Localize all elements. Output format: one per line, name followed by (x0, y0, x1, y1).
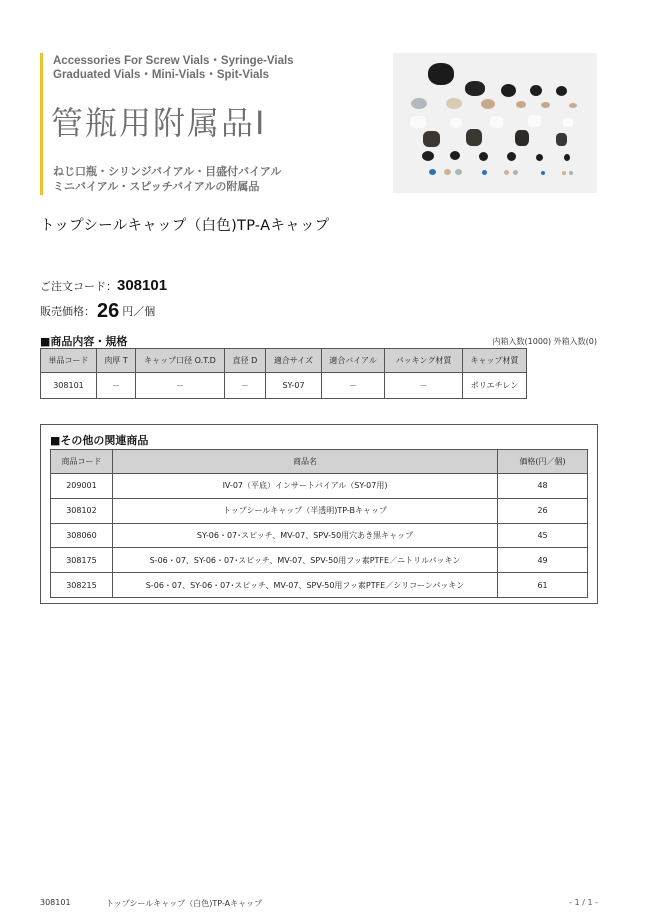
spec-row (41, 373, 527, 399)
price-value: 26 (97, 300, 120, 322)
related-code: 209001 (51, 474, 113, 499)
related-code: 308215 (51, 573, 113, 598)
related-name[interactable]: トップシールキャップ（半透明)TP-Bキャップ (112, 498, 497, 523)
related-name[interactable]: S-06・07、SY-06・07･スピッチ、MV-07、SPV-50用フッ素PTFE／シリコーンパッキン (112, 573, 497, 598)
banner-japanese-line-2: ミニバイアル・スピッチバイアルの附属品 (53, 180, 260, 193)
spec-cell-code: 308101 (41, 373, 97, 399)
spec-cell-packing-material: － (385, 373, 463, 399)
price-unit: 円／個 (122, 305, 156, 318)
related-heading: ■その他の関連商品 (50, 434, 149, 447)
related-price: 48 (498, 474, 588, 499)
spec-header-diameter: 直径 D (225, 349, 266, 373)
spec-header-thickness: 肉厚 T (97, 349, 136, 373)
footer-product-code: 308101 (40, 898, 71, 907)
related-price: 61 (498, 573, 588, 598)
spec-header-packing-material: パッキング材質 (385, 349, 463, 373)
spec-header-cap-material: キャップ材質 (463, 349, 527, 373)
order-code-value: 308101 (117, 277, 168, 294)
spec-header-fit-vial: 適合バイアル (322, 349, 385, 373)
related-header-price: 価格(円／個) (498, 450, 588, 474)
related-code: 308102 (51, 498, 113, 523)
sale-price (40, 300, 155, 323)
related-row[interactable] (51, 548, 588, 573)
related-price: 49 (498, 548, 588, 573)
related-row[interactable] (51, 474, 588, 499)
related-products-table (50, 449, 588, 598)
spec-header-cap-bore: キャップ口径 O.T.D (136, 349, 225, 373)
order-code-label: ご注文コード： (40, 280, 117, 293)
related-price: 45 (498, 523, 588, 548)
footer-product-name: トップシールキャップ（白色)TP-Aキャップ (106, 899, 263, 908)
related-row[interactable] (51, 523, 588, 548)
related-name[interactable]: S-06・07、SY-06・07･スピッチ、MV-07、SPV-50用フッ素PTFE／ニトリルパッキン (112, 548, 497, 573)
accent-bar (40, 53, 43, 195)
banner-japanese-line-1: ねじ口瓶・シリンジバイアル・目盛付バイアル (53, 165, 282, 178)
related-price: 26 (498, 498, 588, 523)
banner-japanese-text (53, 164, 281, 194)
product-title: トップシールキャップ（白色)TP-Aキャップ (40, 218, 330, 234)
spec-cell-fit-vial: － (322, 373, 385, 399)
spec-cell-thickness: － (97, 373, 136, 399)
banner-english-line-2: Graduated Vials・Mini-Vials・Spit-Vials (53, 69, 270, 81)
spec-header-row (41, 349, 527, 373)
spec-heading: ■商品内容・規格 (40, 335, 128, 348)
related-products-section (40, 424, 598, 604)
related-header-code: 商品コード (51, 450, 113, 474)
product-photo (393, 53, 597, 193)
page-number: - 1 / 1 - (569, 898, 598, 907)
box-count: 内箱入数(1000) 外箱入数(0) (492, 337, 597, 346)
related-header-name: 商品名 (112, 450, 497, 474)
order-code (40, 277, 167, 294)
spec-header-code: 単品コード (41, 349, 97, 373)
spec-cell-cap-material: ポリエチレン (463, 373, 527, 399)
spec-header-fit-size: 適合サイズ (266, 349, 322, 373)
related-header-row (51, 450, 588, 474)
related-row[interactable] (51, 573, 588, 598)
spec-cell-diameter: － (225, 373, 266, 399)
spec-table (40, 348, 527, 399)
related-name[interactable]: IV-07（平底）インサートバイアル（SY-07用) (112, 474, 497, 499)
banner-english-text (53, 54, 294, 82)
spec-cell-cap-bore: － (136, 373, 225, 399)
banner-english-line-1: Accessories For Screw Vials・Syringe-Vials (53, 55, 294, 67)
spec-cell-fit-size: SY-07 (266, 373, 322, 399)
related-name[interactable]: SY-06・07･スピッチ、MV-07、SPV-50用穴あき黒キャップ (112, 523, 497, 548)
banner-title: 管瓶用附属品Ⅰ (51, 104, 267, 142)
related-row[interactable] (51, 498, 588, 523)
related-code: 308175 (51, 548, 113, 573)
price-label: 販売価格： (40, 305, 95, 318)
related-code: 308060 (51, 523, 113, 548)
